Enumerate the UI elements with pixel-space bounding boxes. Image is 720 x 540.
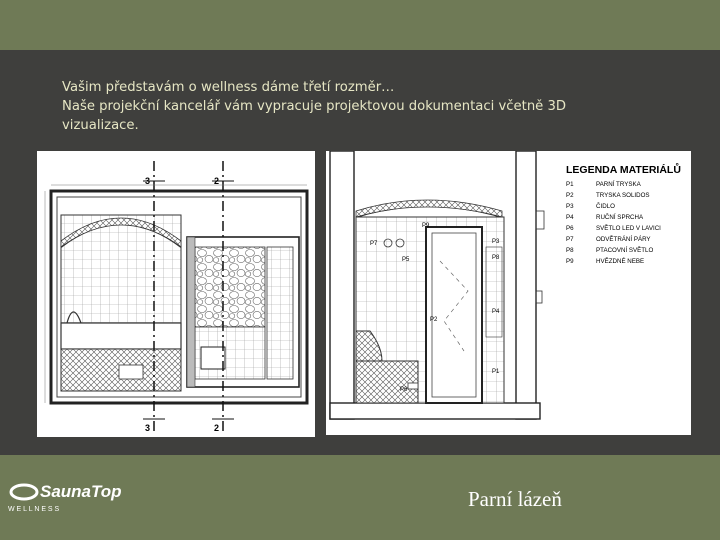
legend-label: SVĚTLO LED V LAVICI [596,225,661,232]
tag-p2: P2 [430,317,438,323]
legend-title: LEGENDA MATERIÁLŮ [566,164,681,176]
legend-code: P9 [566,258,574,265]
tag-p1: P1 [492,369,500,375]
floor-plan-drawing [37,151,315,437]
section-marker-3-bottom: 3 [145,423,151,433]
top-band [0,0,720,50]
tag-p6: P6 [400,387,408,393]
legend-code: P2 [566,192,574,199]
legend-code: P8 [566,247,574,254]
legend-label: ČIDLO [596,203,615,210]
intro-line-3: vizualizace. [62,118,139,133]
tag-p4: P4 [492,309,500,315]
section-marker-2-top: 2 [214,176,220,186]
legend-label: HVĚZDNÉ NEBE [596,258,645,265]
tag-p5: P5 [402,257,410,263]
section-marker-3-top: 3 [145,176,151,186]
legend-code: P7 [566,236,574,243]
legend-code: P3 [566,203,574,210]
intro-line-2: Naše projekční kancelář vám vypracuje projektovou dokumentaci včetně 3D [62,99,567,114]
logo-wordmark: SaunaTop [40,482,122,501]
legend-label: TRYSKA SOLIDOS [596,192,650,199]
tag-p3: P3 [492,239,500,245]
legend-code: P4 [566,214,574,221]
legend-label: ODVĚTRÁNÍ PÁRY [596,236,651,243]
intro-text [62,78,662,135]
legend-label: PTACOVNÍ SVĚTLO [596,247,654,254]
logo-subtext: W E L L N E S S [8,506,60,513]
tag-p7: P7 [370,241,378,247]
legend-list [566,181,661,265]
slide-title: Parní lázeň [468,487,562,511]
legend-code: P1 [566,181,574,188]
intro-line-1: Vašim představám o wellness dáme třetí rozměr… [62,80,395,95]
tag-p8: P8 [492,255,500,261]
tag-p9: P9 [422,223,430,229]
legend-label: RUČNÍ SPRCHA [596,214,644,221]
section-drawing [326,151,691,435]
legend-code: P6 [566,225,574,232]
legend-label: PARNÍ TRYSKA [596,181,641,188]
saunatop-logo [6,480,146,515]
section-marker-2-bottom: 2 [214,423,220,433]
